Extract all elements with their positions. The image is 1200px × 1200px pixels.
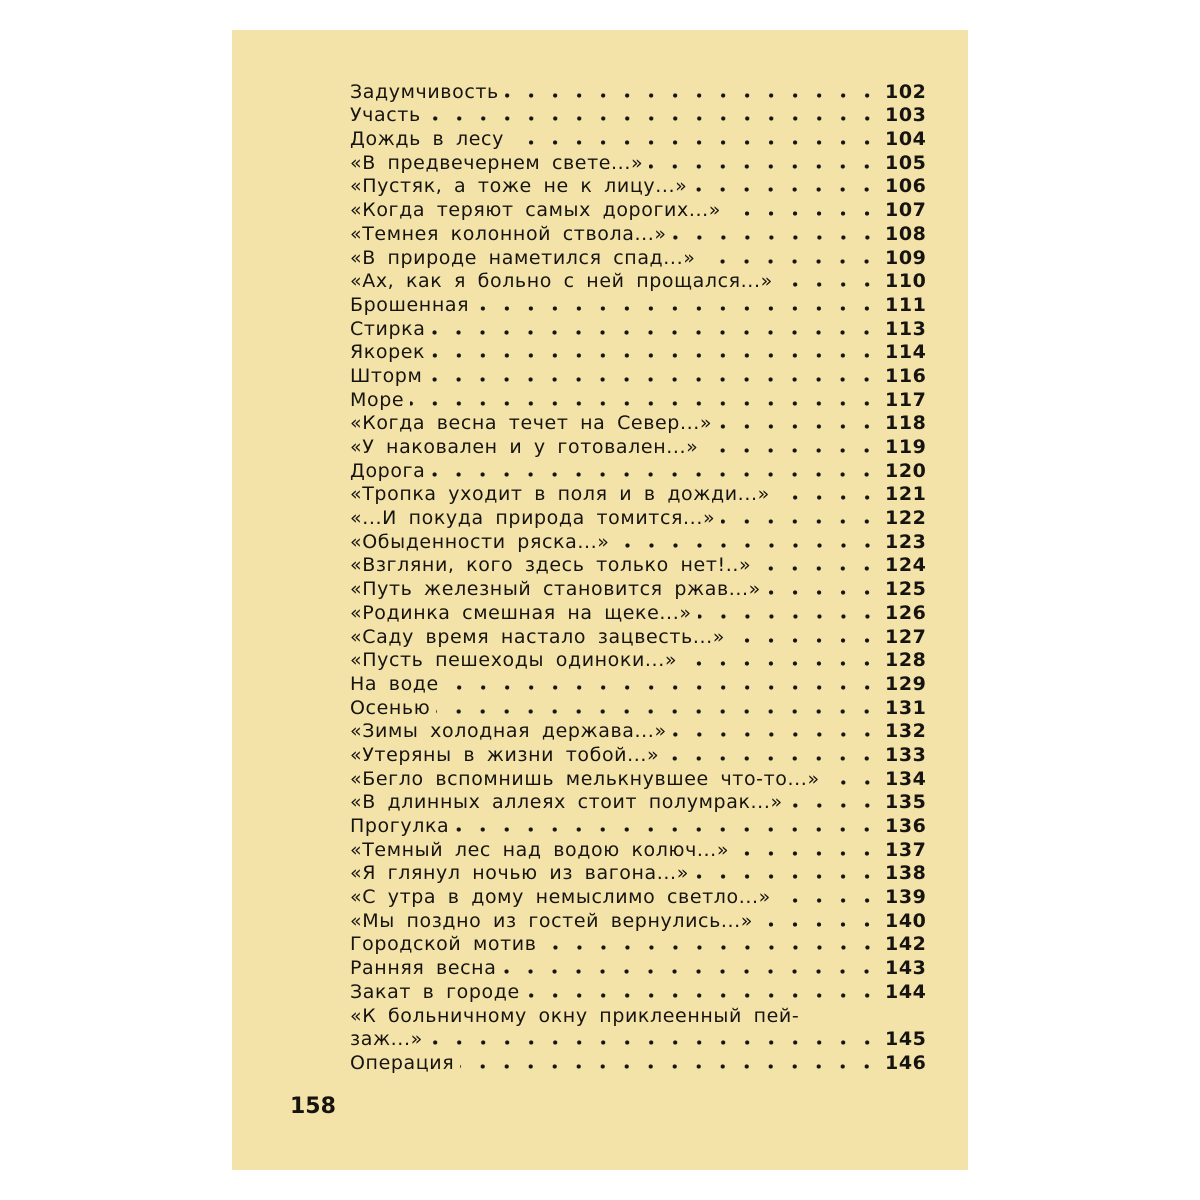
toc-entry [350,978,925,1002]
toc-entry [350,575,925,599]
toc-entry [350,481,925,505]
toc-entry-page: 111 [885,293,927,316]
toc-entry-title: «С утра в дому немыслимо светло...» [350,886,771,909]
toc-entry-title: «У наковален и у готовален...» [350,436,699,458]
toc-entry-title: «В природе наметился спад...» [350,246,696,269]
dot-leader [826,778,879,787]
toc-entry-page: 116 [885,364,927,387]
toc-entry [350,718,925,742]
dot-leader [475,304,879,313]
toc-entry-page: 105 [885,151,927,174]
toc-entry-page: 129 [885,672,927,695]
toc-entry-title: «Взгляни, кого здесь только нет!..» [350,554,752,577]
toc-entry-title: «В предвечернем свете...» [350,151,644,174]
toc-entry-title: «...И покуда природа томится...» [350,507,716,530]
dot-leader [410,399,879,408]
toc-entry [350,907,925,931]
toc-entry-title: Якорек [350,341,426,364]
dot-leader [776,493,879,502]
toc-entry-title: «Темнея колонной ствола...» [350,222,667,245]
toc-entry-title: Шторм [350,364,423,387]
toc-entry-page: 143 [885,957,927,980]
toc-entry [350,125,925,149]
toc-entry [350,954,925,978]
toc-entry-title: «Саду время настало зацвесть...» [350,625,725,648]
dot-leader [701,257,879,266]
toc-entry-title: «Темный лес над водою колюч...» [350,838,730,861]
toc-entry-title: Море [350,388,405,411]
dot-leader [698,612,879,621]
page-number: 158 [290,1094,336,1119]
toc-entry [350,552,925,576]
toc-entry [350,647,925,671]
dot-leader [721,517,879,526]
table-of-contents [350,78,925,1073]
dot-leader [779,280,879,289]
toc-entry [350,315,925,339]
toc-entry [350,741,925,765]
toc-entry [350,812,925,836]
toc-entry [350,765,925,789]
dot-leader [735,849,879,858]
toc-entry [350,433,925,457]
toc-entry-page: 126 [885,601,927,624]
toc-entry [350,670,925,694]
dot-leader [427,114,879,123]
toc-entry [350,78,925,102]
toc-entry-title: «Путь железный становится ржав...» [350,578,761,601]
toc-entry-page: 104 [885,128,927,151]
toc-entry-title: Городской мотив [350,933,537,956]
toc-entry-title: «К больничному окну приклеенный пей- [350,1004,800,1027]
toc-entry-page: 124 [885,554,927,577]
toc-entry-page: 122 [885,507,927,530]
toc-entry-title-continuation: заж...» [350,1028,423,1051]
toc-entry-title: Ранняя весна [350,957,497,980]
toc-entry-title: Операция [350,1051,455,1074]
dot-leader [431,328,879,337]
toc-entry-title: Брошенная [350,293,470,316]
toc-entry-title: «В длинных аллеях стоит полумрак...» [350,791,783,814]
toc-entry [350,268,925,292]
toc-entry-title: Осенью [350,696,431,719]
toc-entry [350,860,925,884]
dot-leader [505,91,879,100]
toc-entry-page: 131 [885,696,927,719]
dot-leader [526,991,879,1000]
dot-leader [665,754,879,763]
toc-entry-title: Участь [350,104,421,127]
toc-entry-page: 135 [885,791,927,814]
toc-entry-title: На воде [350,672,439,695]
toc-entry [350,102,925,126]
toc-entry [350,149,925,173]
toc-entry [350,362,925,386]
toc-entry [350,410,925,434]
dot-leader [445,683,879,692]
toc-entry-title: «Ах, как я больно с ней прощался...» [350,270,773,293]
toc-entry-title: «Обыденности ряска...» [350,530,610,553]
toc-entry-title: Закат в городе [350,980,520,1003]
toc-entry-page: 110 [885,270,927,293]
dot-leader [543,943,879,952]
dot-leader [683,659,879,668]
dot-leader [789,801,879,810]
toc-entry-title: «Бегло вспомнишь мелькнувшее что-то...» [350,767,820,790]
dot-leader [431,351,879,360]
toc-entry [350,1049,925,1073]
toc-entry-page: 132 [885,720,927,743]
toc-entry [350,386,925,410]
toc-entry-title: Стирка [350,317,426,340]
toc-entry-page: 102 [885,80,927,103]
toc-entry [350,244,925,268]
dot-leader [718,422,879,431]
toc-entry [350,599,925,623]
dot-leader [510,138,879,147]
toc-entry [350,504,925,528]
toc-entry-page: 138 [885,862,927,885]
toc-entry [350,457,925,481]
toc-entry-continuation [350,1026,925,1050]
toc-entry-page: 108 [885,222,927,245]
toc-entry-page: 139 [885,886,927,909]
dot-leader [757,564,879,573]
dot-leader [731,636,879,645]
toc-entry [350,528,925,552]
toc-entry [350,173,925,197]
toc-entry-page: 137 [885,838,927,861]
toc-entry-title: «Утеряны в жизни тобой...» [350,743,660,766]
dot-leader [502,967,879,976]
toc-entry [350,1002,925,1026]
toc-entry [350,931,925,955]
toc-entry [350,291,925,315]
toc-entry-title: Дождь в лесу [350,128,504,151]
toc-entry-title: «Родинка смешная на щеке...» [350,601,692,624]
toc-entry-title: «Зимы холодная держава...» [350,720,667,743]
toc-entry-page: 120 [885,459,927,482]
dot-leader [673,233,879,242]
dot-leader [673,730,879,739]
toc-entry-page: 114 [885,341,927,364]
toc-entry-title: Прогулка [350,815,450,837]
toc-entry-title: «Когда весна течет на Север...» [350,412,713,435]
dot-leader [695,872,879,881]
toc-entry-title: «Пусть пешеходы одиноки...» [350,649,678,672]
dot-leader [767,588,879,597]
toc-entry-page: 128 [885,649,927,672]
toc-entry-page: 146 [885,1051,927,1074]
toc-entry [350,220,925,244]
toc-entry [350,339,925,363]
book-page [232,30,968,1170]
toc-entry [350,694,925,718]
toc-entry [350,789,925,813]
toc-entry-page: 145 [885,1028,927,1051]
toc-entry-page: 107 [885,199,927,222]
dot-leader [429,1038,879,1047]
toc-entry-page: 106 [885,175,927,198]
dot-leader [431,470,879,479]
toc-entry-page: 113 [885,317,927,340]
toc-entry-page: 127 [885,625,927,648]
dot-leader [777,896,879,905]
toc-entry-title: «Я глянул ночью из вагона...» [350,862,689,885]
dot-leader [693,185,879,194]
dot-leader [649,162,879,171]
toc-entry [350,623,925,647]
toc-entry [350,883,925,907]
toc-entry-page: 123 [885,530,927,553]
dot-leader [460,1062,879,1071]
toc-entry-title: «Когда теряют самых дорогих...» [350,199,721,222]
toc-entry-page: 103 [885,104,927,127]
toc-entry-title: Дорога [350,459,426,482]
dot-leader [704,446,879,455]
toc-entry-page: 117 [885,388,927,411]
dot-leader [616,541,880,550]
toc-entry-page: 121 [885,483,927,506]
toc-entry-page: 142 [885,933,927,956]
toc-entry-page: 133 [885,743,927,766]
toc-entry-page: 109 [885,246,927,269]
dot-leader [727,209,879,218]
toc-entry-page: 119 [885,436,927,458]
dot-leader [428,375,879,384]
toc-entry-page: 125 [885,578,927,601]
toc-entry-page: 118 [885,412,927,435]
toc-entry-title: «Пустяк, а тоже не к лицу...» [350,175,688,198]
toc-entry-page: 134 [885,767,927,790]
toc-entry-page: 144 [885,980,927,1003]
dot-leader [455,825,879,834]
toc-entry [350,836,925,860]
toc-entry-page: 136 [885,815,927,837]
dot-leader [759,920,879,929]
toc-entry-title: Задумчивость [350,80,499,103]
toc-entry-title: «Тропка уходит в поля и в дожди...» [350,483,770,506]
toc-entry-title: «Мы поздно из гостей вернулись...» [350,909,754,932]
toc-entry-page: 140 [885,909,927,932]
toc-entry [350,196,925,220]
dot-leader [436,707,879,716]
